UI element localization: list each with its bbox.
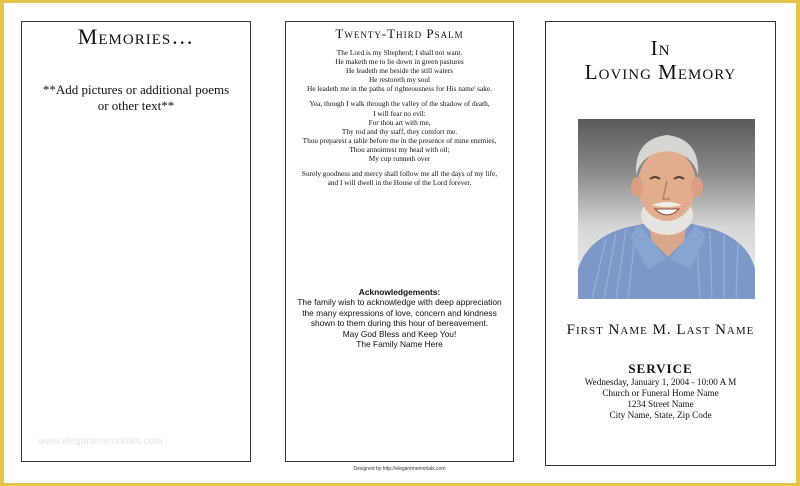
designer-credit: Designed by http://elegantmemorials.com [353, 466, 446, 472]
psalm-stanza [288, 48, 511, 93]
title-line: Loving Memory [584, 60, 737, 84]
memories-placeholder-note [22, 82, 250, 114]
psalm-stanza [288, 169, 511, 187]
portrait-illustration [578, 119, 755, 299]
acknowledgements-block [286, 287, 513, 349]
note-line: or other text** [97, 98, 175, 113]
service-details [546, 377, 775, 421]
note-line: **Add pictures or additional poems [42, 82, 230, 97]
service-city: City Name, State, Zip Code [609, 410, 712, 420]
psalm-line: Thou annointest my head with oil; [349, 144, 450, 154]
psalm-panel [285, 21, 514, 462]
psalm-line: Thou preparest a table before me in the presence of mine enemies, [302, 135, 497, 145]
acknowledgement-line: the many expressions of love, concern and kindness [302, 307, 497, 318]
psalm-line: He maketh me to lie down in green pastures [335, 57, 464, 67]
portrait-photo [578, 119, 755, 299]
psalm-line: Surely goodness and mercy shall follow me all the days of my life, [301, 169, 498, 179]
psalm-stanza [288, 99, 511, 163]
psalm-line: My cup runneth over [368, 154, 431, 164]
psalm-line: The Lord is my Shepherd; I shall not want. [336, 48, 463, 57]
acknowledgements-heading: Acknowledgements: [358, 287, 441, 297]
psalm-text [288, 48, 511, 193]
memories-title: Memories… [77, 24, 195, 49]
psalm-line: I will fear no evil: [373, 108, 426, 118]
in-loving-memory-title [546, 36, 775, 84]
acknowledgement-line: The Family Name Here [356, 339, 443, 350]
title-line: In [650, 36, 671, 60]
psalm-line: He leadeth me beside the still waters [346, 66, 453, 76]
acknowledgement-line: May God Bless and Keep You! [342, 328, 457, 339]
service-heading: SERVICE [628, 361, 693, 376]
psalm-line: He leadeth me in the paths of righteousness for His name' sake. [307, 84, 492, 94]
psalm-title: Twenty-Third Psalm [335, 26, 464, 41]
psalm-line: Thy rod and thy staff, they comfort me. [341, 126, 458, 136]
service-street: 1234 Street Name [627, 399, 694, 409]
psalm-line: For thou art with me, [368, 117, 431, 127]
deceased-name: First Name M. Last Name [566, 322, 755, 338]
acknowledgement-line: The family wish to acknowledge with deep appreciation [297, 297, 502, 308]
service-date: Wednesday, January 1, 2004 - 10:00 A M [584, 377, 737, 387]
psalm-line: He restoreth my soul [369, 75, 430, 85]
cover-panel [545, 21, 776, 466]
acknowledgement-line: shown to them during this hour of bereavement. [310, 318, 489, 329]
watermark: www.elegantmemorials.com [38, 436, 163, 447]
psalm-line: and I will dwell in the House of the Lord forever. [327, 178, 472, 188]
psalm-line: Yea, though I walk through the valley of the shadow of death, [309, 99, 490, 109]
service-venue: Church or Funeral Home Name [602, 388, 719, 398]
memories-panel [21, 21, 251, 462]
